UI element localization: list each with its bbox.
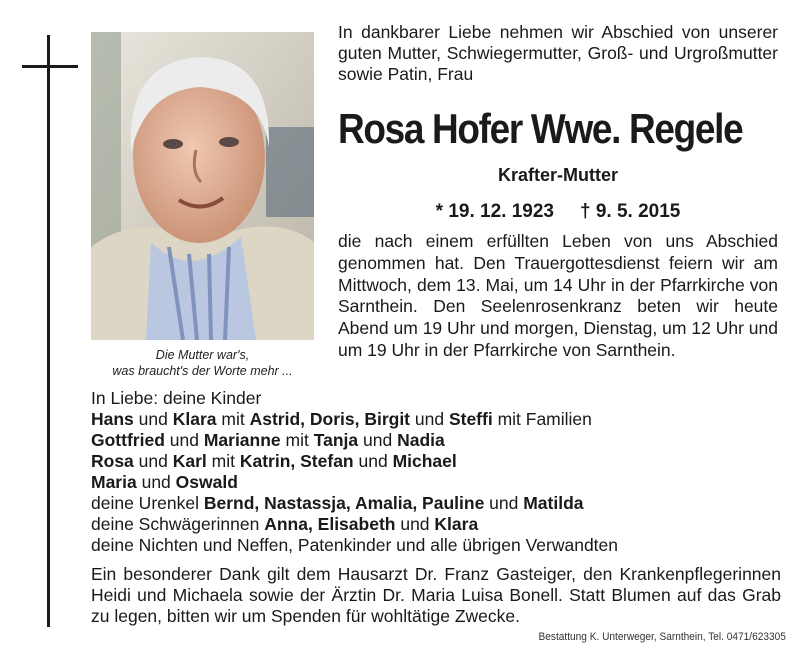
family-connector-text: und: [164, 430, 204, 450]
family-connector-text: mit: [280, 430, 314, 450]
caption-line-1: Die Mutter war's,: [155, 348, 250, 362]
family-row: [91, 472, 781, 493]
service-details: die nach einem erfüllten Leben von uns Abschied genommen hat. Den Trauergottesdienst feiern wir am Mittwoch, dem 13. Mai, um 14 Uhr in der Pfarrkirche von Sarnthein. Den Seelenrosenkranz beten wir heute Abend um 19 Uhr und morgen, Dienstag, um 12 Uhr und um 19 Uhr in der Pfarrkirche von Sarnthein.: [338, 231, 778, 360]
family-member-name: Katrin, Stefan: [239, 451, 354, 471]
family-connector-text: deine Schwägerinnen: [91, 514, 265, 534]
family-connector-text: und: [410, 409, 449, 429]
family-connector-text: deine Urenkel: [91, 493, 204, 513]
deceased-name: Rosa Hofer Wwe. Regele: [338, 105, 743, 152]
family-connector-text: und: [136, 472, 176, 492]
cross-vertical-bar: [47, 35, 50, 627]
family-list: [91, 388, 781, 556]
family-member-name: Michael: [392, 451, 457, 471]
family-row: [91, 493, 781, 514]
family-member-name: Hans: [91, 409, 134, 429]
birth-date: * 19. 12. 1923: [435, 201, 554, 222]
death-date: † 9. 5. 2015: [579, 201, 681, 222]
intro-text: In dankbarer Liebe nehmen wir Abschied von unserer guten Mutter, Schwiegermutter, Groß- und Urgroßmutter sowie Patin, Frau: [338, 22, 778, 84]
family-connector-text: und: [358, 430, 398, 450]
family-member-name: Nadia: [397, 430, 445, 450]
family-member-name: Klara: [172, 409, 217, 429]
family-connector-text: und: [353, 451, 393, 471]
family-member-name: Astrid, Doris, Birgit: [249, 409, 411, 429]
family-connector-text: mit: [216, 409, 250, 429]
family-member-name: Marianne: [203, 430, 281, 450]
family-connector-text: und: [484, 493, 524, 513]
family-row: [91, 514, 781, 535]
family-member-name: Klara: [434, 514, 479, 534]
family-member-name: Maria: [91, 472, 137, 492]
family-connector-text: und: [133, 451, 173, 471]
family-member-name: Matilda: [523, 493, 584, 513]
family-member-name: Gottfried: [91, 430, 165, 450]
nickname: Krafter-Mutter: [497, 165, 618, 185]
portrait-photo: [91, 32, 314, 340]
family-member-name: Rosa: [91, 451, 134, 471]
funeral-home-credit: Bestattung K. Unterweger, Sarnthein, Tel. 0471/623305: [538, 631, 786, 643]
family-member-name: Steffi: [448, 409, 493, 429]
family-row: [91, 430, 781, 451]
family-row: [91, 535, 781, 556]
family-member-name: Bernd, Nastassja, Amalia, Pauline: [203, 493, 485, 513]
family-rows: [91, 409, 781, 556]
family-member-name: Oswald: [175, 472, 238, 492]
family-member-name: Tanja: [313, 430, 359, 450]
caption-line-2: was braucht's der Worte mehr ...: [112, 364, 293, 378]
family-member-name: Anna, Elisabeth: [264, 514, 396, 534]
family-row: [91, 451, 781, 472]
family-connector-text: mit Familien: [492, 409, 592, 429]
photo-caption: [91, 347, 314, 379]
family-intro: In Liebe: deine Kinder: [91, 388, 262, 408]
cross-horizontal-bar: [22, 65, 78, 68]
family-connector-text: und: [395, 514, 435, 534]
family-connector-text: deine Nichten und Neffen, Patenkinder und alle übrigen Verwandten: [91, 535, 618, 555]
family-connector-text: mit: [206, 451, 240, 471]
family-connector-text: und: [133, 409, 173, 429]
life-dates: [338, 199, 778, 225]
family-row: [91, 409, 781, 430]
family-member-name: Karl: [172, 451, 207, 471]
thanks-text: Ein besonderer Dank gilt dem Hausarzt Dr. Franz Gasteiger, den Krankenpflegerinnen Heidi und Michaela sowie der Ärztin Dr. Maria Luisa Bonell. Statt Blumen auf das Grab zu legen, bitten wir um Spenden für wohltätige Zwecke.: [91, 564, 781, 626]
